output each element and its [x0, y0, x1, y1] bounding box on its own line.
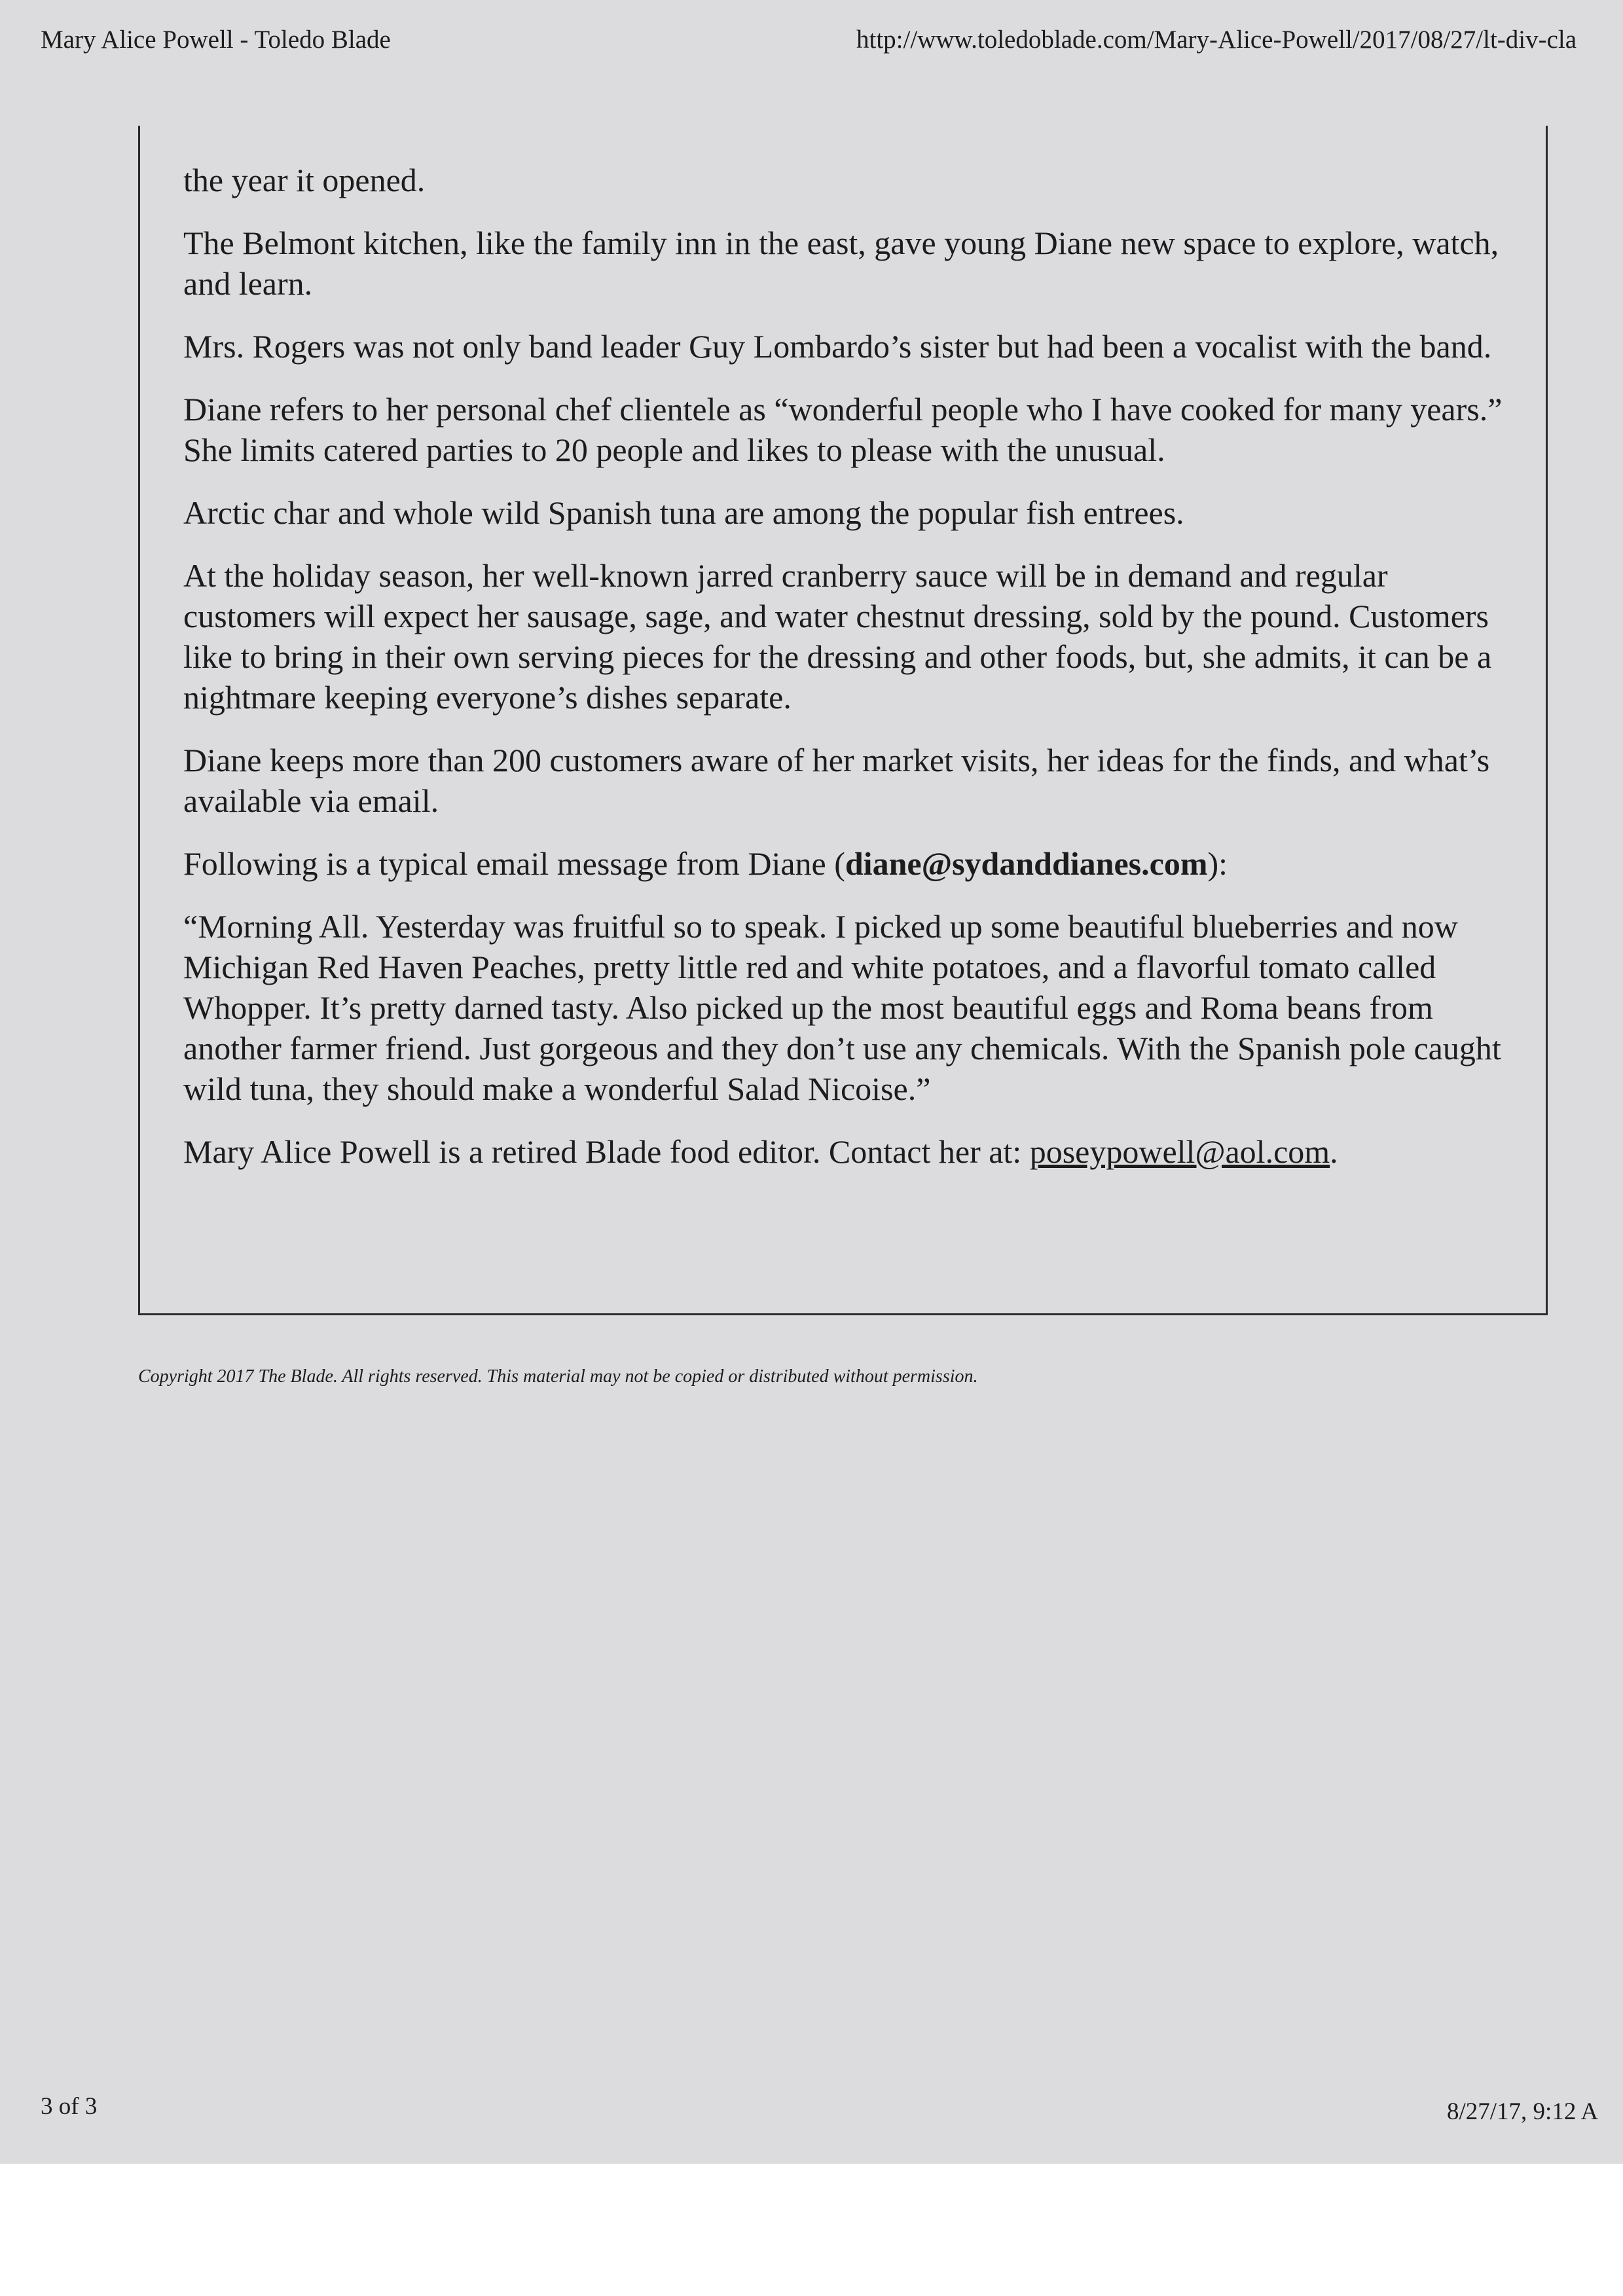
paragraph: The Belmont kitchen, like the family inn in the east, gave young Diane new space to explore, watch, and learn. [183, 225, 1499, 302]
paragraph: the year it opened. [183, 162, 426, 198]
paragraph: Diane keeps more than 200 customers aware of her market visits, her ideas for the finds, and what’s available via email. [183, 742, 1490, 819]
article-frame [138, 126, 1548, 1315]
author-note [183, 1131, 1519, 1172]
paragraph: Diane refers to her personal chef clientele as “wonderful people who I have cooked for many years.” She limits catered parties to 20 people and likes to please with the unusual. [183, 391, 1503, 468]
page-url: http://www.toledoblade.com/Mary-Alice-Powell/2017/08/27/lt-div-cla [856, 26, 1577, 54]
print-datetime: 8/27/17, 9:12 A [1447, 2098, 1599, 2125]
author-note-text: . [1330, 1133, 1338, 1170]
diane-email: diane@sydanddianes.com [845, 845, 1208, 882]
article-body [183, 160, 1519, 1194]
copyright-notice: Copyright 2017 The Blade. All rights reserved. This material may not be copied or distributed without permission. [138, 1366, 978, 1387]
paragraph-text: ): [1207, 845, 1228, 882]
author-note-text: Mary Alice Powell is a retired Blade food editor. Contact her at: [183, 1133, 1030, 1170]
paragraph [183, 843, 1519, 884]
author-email-link[interactable]: poseypowell@aol.com [1029, 1133, 1330, 1170]
page-title: Mary Alice Powell - Toledo Blade [41, 26, 391, 54]
email-quote: “Morning All. Yesterday was fruitful so to speak. I picked up some beautiful blueberries and now Michigan Red Haven Peaches, pretty little red and white potatoes, and a flavorful tomato called Whopper. It’s pretty darned tasty. Also picked up the most beautiful eggs and Roma beans from another farmer friend. Just gorgeous and they don’t use any chemicals. With the Spanish pole caught wild tuna, they should make a wonderful Salad Nicoise.” [183, 908, 1501, 1107]
paragraph: Mrs. Rogers was not only band leader Guy Lombardo’s sister but had been a vocalist with the band. [183, 328, 1492, 365]
page-number: 3 of 3 [41, 2093, 98, 2120]
paragraph-text: Following is a typical email message from Diane ( [183, 845, 845, 882]
paragraph: At the holiday season, her well-known jarred cranberry sauce will be in demand and regular customers will expect her sausage, sage, and water chestnut dressing, sold by the pound. Customers like to bring in their own serving pieces for the dressing and other foods, but, she admits, it can be a nightmare keeping everyone’s dishes separate. [183, 557, 1492, 716]
paragraph: Arctic char and whole wild Spanish tuna are among the popular fish entrees. [183, 494, 1184, 531]
